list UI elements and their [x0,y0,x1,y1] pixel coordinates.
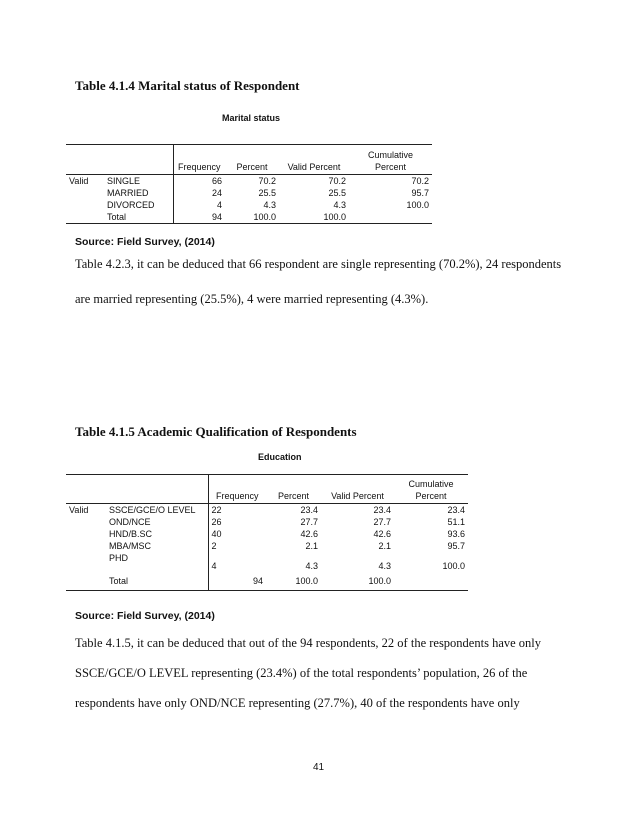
header-line: Percent [415,491,447,501]
row-group [66,528,106,540]
cell-percent: 100.0 [225,211,279,224]
cell-valid-percent: 27.7 [373,517,391,527]
cell-valid-percent: 4.3 [378,561,391,571]
header-line: Cumulative [408,479,454,489]
row-group [66,187,104,199]
cell-valid-percent: 70.2 [328,176,346,186]
cell-percent: 23.4 [300,505,318,515]
row-group [66,540,106,552]
cell-valid-percent: 100.0 [279,211,349,224]
table1-source: Source: Field Survey, (2014) [75,236,215,248]
table-row [66,199,432,211]
table-row-total [66,572,468,590]
cell-cumulative: 100.0 [406,200,429,210]
table2-source: Source: Field Survey, (2014) [75,610,215,622]
table-row [66,528,468,540]
cell-valid-percent: 25.5 [328,188,346,198]
row-label: DIVORCED [104,199,173,211]
row-label: MARRIED [104,187,173,199]
cell-valid-percent: 42.6 [373,529,391,539]
cell-cumulative: 100.0 [442,561,465,571]
table1-caption: Marital status [222,113,281,123]
table-row-total [66,211,432,224]
cell-frequency: 94 [208,572,266,590]
cell-cumulative [394,572,468,590]
row-label: SINGLE [104,175,173,188]
table-row [66,552,468,572]
col-header-percent: Percent [225,145,279,175]
cell-valid-percent: 4.3 [333,200,346,210]
table2-paragraph-line: Table 4.1.5, it can be deduced that out of the 94 respondents, 22 of the respondents have only [75,636,542,650]
education-table [66,474,468,591]
table1-paragraph-line: are married representing (25.5%), 4 were married representing (4.3%). [75,292,429,306]
marital-status-table [66,144,432,224]
row-group: Valid [69,505,89,515]
cell-frequency: 94 [173,211,225,224]
cell-cumulative: 23.4 [447,505,465,515]
table2-caption: Education [258,452,302,462]
cell-percent: 4.3 [263,200,276,210]
cell-percent: 27.7 [300,517,318,527]
row-label: PHD [106,552,208,572]
table1-heading: Table 4.1.4 Marital status of Respondent [75,78,300,93]
cell-frequency: 40 [211,529,222,539]
col-header-percent: Percent [266,475,321,504]
cell-cumulative: 51.1 [447,517,465,527]
cell-percent: 70.2 [258,176,276,186]
cell-valid-percent: 23.4 [373,505,391,515]
table-row [66,516,468,528]
cell-cumulative: 93.6 [447,529,465,539]
cell-frequency: 22 [211,505,222,515]
cell-frequency: 2 [211,541,217,551]
col-header-frequency: Frequency [208,475,266,504]
table2-heading: Table 4.1.5 Academic Qualification of Respondents [75,424,357,439]
col-header-valid-percent: Valid Percent [321,475,394,504]
table-row [66,187,432,199]
table2-paragraph-line: respondents have only OND/NCE representing (27.7%), 40 of the respondents have only [75,696,520,710]
cell-frequency: 4 [216,200,222,210]
page-number: 41 [313,762,325,773]
row-label: Total [106,572,208,590]
cell-percent: 25.5 [258,188,276,198]
cell-percent: 42.6 [300,529,318,539]
col-header-cumulative-percent [349,145,432,175]
cell-frequency: 4 [211,561,217,571]
table2-paragraph-line: SSCE/GCE/O LEVEL representing (23.4%) of the total respondents’ population, 26 of the [75,666,528,680]
cell-frequency: 24 [211,188,222,198]
cell-percent: 2.1 [305,541,318,551]
header-line: Percent [374,162,407,172]
row-group [66,516,106,528]
cell-percent: 4.3 [305,561,318,571]
col-header-valid-percent: Valid Percent [279,145,349,175]
row-group [66,552,106,572]
row-label: MBA/MSC [106,540,208,552]
row-group: Valid [69,176,89,186]
header-line: Cumulative [367,150,414,160]
col-header-cumulative-percent [394,475,468,504]
row-group [66,572,106,590]
cell-percent: 100.0 [266,572,321,590]
row-label: OND/NCE [106,516,208,528]
cell-cumulative: 95.7 [411,188,429,198]
cell-cumulative: 70.2 [411,176,429,186]
row-group [66,211,104,224]
cell-frequency: 66 [211,176,222,186]
cell-cumulative [349,211,432,224]
cell-valid-percent: 100.0 [321,572,394,590]
row-label: SSCE/GCE/O LEVEL [106,504,208,517]
table-row [66,540,468,552]
table1-paragraph-line: Table 4.2.3, it can be deduced that 66 respondent are single representing (70.2%), 24 respondents [75,257,562,271]
cell-valid-percent: 2.1 [378,541,391,551]
cell-cumulative: 95.7 [447,541,465,551]
row-group [66,199,104,211]
row-label: HND/B.SC [106,528,208,540]
col-header-frequency: Frequency [173,145,225,175]
table-row [66,504,468,517]
row-label: Total [104,211,173,224]
cell-frequency: 26 [211,517,222,527]
table-row [66,175,432,188]
